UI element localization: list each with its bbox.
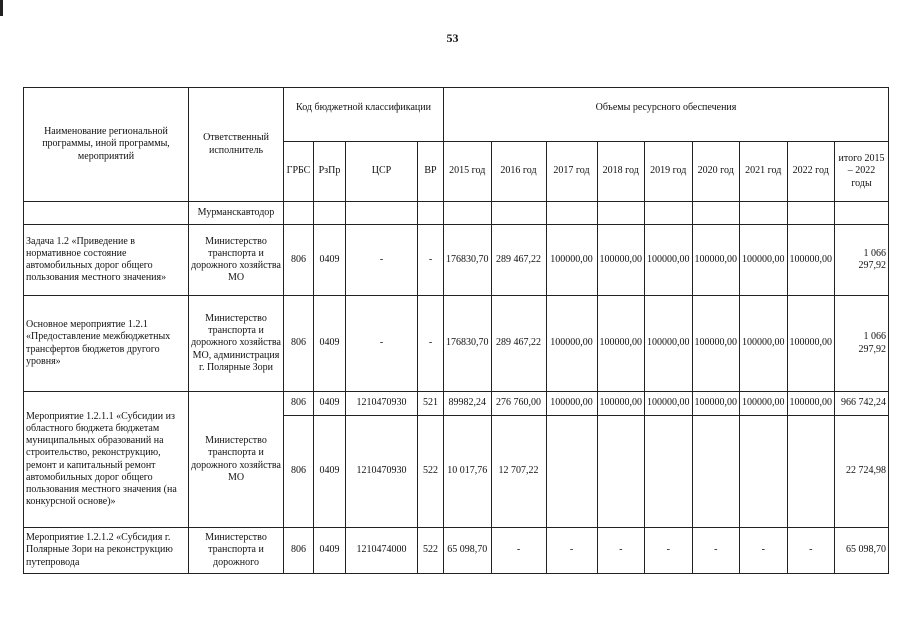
cell-value: 289 467,22 [491,225,546,296]
cell-value: 276 760,00 [491,392,546,416]
cell-value: - [740,528,788,574]
page-number: 53 [446,31,459,45]
cell-value: 10 017,76 [444,416,492,528]
cell-value: 100000,00 [546,296,597,392]
cell-value: 89982,24 [444,392,492,416]
cell-value [546,416,597,528]
header-year: 2019 год [645,142,693,202]
cell-value: - [597,528,645,574]
cell-value: 100000,00 [740,296,788,392]
cell-value: 100000,00 [740,225,788,296]
cell-rzpr: 0409 [314,528,346,574]
cell-value: 176830,70 [444,225,492,296]
cell-csr: - [346,225,418,296]
cell-grbs: 806 [284,392,314,416]
cell-vr: - [418,296,444,392]
row-executor: Министерство транспорта и дорожного [189,528,284,574]
cell-grbs: 806 [284,416,314,528]
cell-value [645,416,693,528]
header-row [24,88,889,142]
cell-total: 65 098,70 [835,528,889,574]
header-resources: Объемы ресурсного обеспечения [444,88,889,142]
cell-rzpr: 0409 [314,392,346,416]
header-year: 2016 год [491,142,546,202]
header-csr: ЦСР [346,142,418,202]
cell-value: - [692,528,740,574]
cell-value: 100000,00 [546,225,597,296]
row-executor: Мурманскавтодор [189,202,284,225]
table-row [24,225,889,296]
cell-value: 100000,00 [645,296,693,392]
cell-value [692,416,740,528]
row-name: Основное мероприятие 1.2.1 «Предоставление межбюджетных трансфертов бюджетов другого уровня» [24,296,189,392]
cell-value: - [787,528,835,574]
cell-value: 100000,00 [645,225,693,296]
cell-rzpr: 0409 [314,225,346,296]
cell-value [740,416,788,528]
header-total: итого 2015 – 2022 годы [835,142,889,202]
cell-csr: 1210474000 [346,528,418,574]
row-name: Мероприятие 1.2.1.1 «Субсидии из областного бюджета бюджетам муниципальных образований на строительство, реконструкцию, ремонт и капитальный ремонт автомобильных дорог общего пользования местного значения (на конкурсной основе)» [24,392,189,528]
cell-value [787,416,835,528]
cell-grbs: 806 [284,528,314,574]
cell-total: 22 724,98 [835,416,889,528]
cell-value: 100000,00 [546,392,597,416]
cell-value: 100000,00 [787,392,835,416]
cell-value: 100000,00 [692,225,740,296]
cell-vr: 521 [418,392,444,416]
cell-rzpr: 0409 [314,296,346,392]
row-executor: Министерство транспорта и дорожного хозяйства МО [189,225,284,296]
header-executor-col: Ответственный исполнитель [189,88,284,202]
table-row [24,528,889,574]
header-rzpr: РзПр [314,142,346,202]
cell-value: - [491,528,546,574]
row-name: Мероприятие 1.2.1.2 «Субсидия г. Полярные Зори на реконструкцию путепровода [24,528,189,574]
cell-vr: - [418,225,444,296]
table-row [24,202,889,225]
cell-value: 289 467,22 [491,296,546,392]
cell-value: 100000,00 [692,392,740,416]
cell-value: 100000,00 [597,296,645,392]
cell-value: 100000,00 [787,296,835,392]
header-year: 2015 год [444,142,492,202]
cell-value: 12 707,22 [491,416,546,528]
header-year: 2021 год [740,142,788,202]
cell-value: 176830,70 [444,296,492,392]
row-executor: Министерство транспорта и дорожного хозяйства МО, администрация г. Полярные Зори [189,296,284,392]
cell-csr: 1210470930 [346,416,418,528]
cell-grbs: 806 [284,296,314,392]
cell-value: 65 098,70 [444,528,492,574]
cell-value: 100000,00 [787,225,835,296]
cell-total: 1 066 297,92 [835,225,889,296]
cell-total: 1 066 297,92 [835,296,889,392]
scan-edge-mark [0,0,3,16]
cell-total: 966 742,24 [835,392,889,416]
header-budget-code: Код бюджетной классификации [284,88,444,142]
cell-value: 100000,00 [597,225,645,296]
row-name: Задача 1.2 «Приведение в нормативное состояние автомобильных дорог общего пользования местного значения» [24,225,189,296]
cell-value: 100000,00 [740,392,788,416]
cell-value: 100000,00 [692,296,740,392]
header-year: 2020 год [692,142,740,202]
cell-vr: 522 [418,528,444,574]
cell-csr: - [346,296,418,392]
table-row [24,296,889,392]
header-vr: ВР [418,142,444,202]
cell-grbs: 806 [284,225,314,296]
budget-table [23,87,889,574]
cell-csr: 1210470930 [346,392,418,416]
row-executor: Министерство транспорта и дорожного хозяйства МО [189,392,284,528]
cell-rzpr: 0409 [314,416,346,528]
header-grbs: ГРБС [284,142,314,202]
cell-value: 100000,00 [597,392,645,416]
row-name [24,202,189,225]
header-year: 2017 год [546,142,597,202]
header-year: 2022 год [787,142,835,202]
table-row [24,392,889,416]
header-year: 2018 год [597,142,645,202]
header-name-col: Наименование региональной программы, иной программы, мероприятий [24,88,189,202]
cell-value [597,416,645,528]
cell-value: 100000,00 [645,392,693,416]
cell-vr: 522 [418,416,444,528]
cell-value: - [645,528,693,574]
cell-value: - [546,528,597,574]
